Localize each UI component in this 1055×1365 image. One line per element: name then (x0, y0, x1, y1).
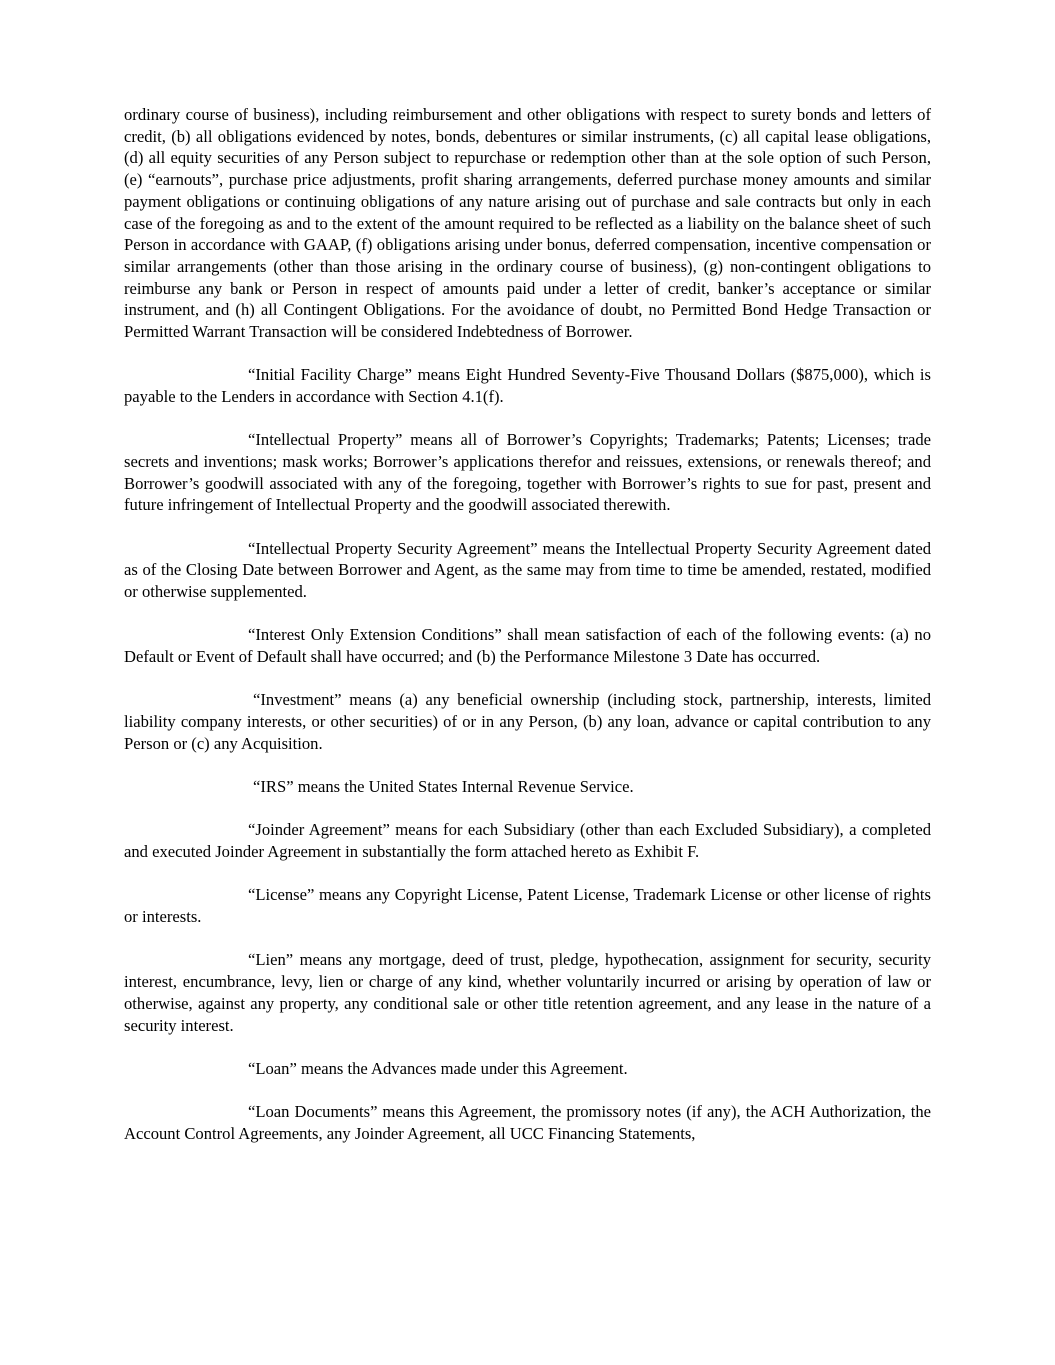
document-page (124, 104, 931, 1145)
paragraph-irs: “IRS” means the United States Internal Revenue Service. (253, 777, 634, 797)
paragraph-ip-security-agreement: “Intellectual Property Security Agreement” means the Intellectual Property Security Agreement dated as of the Closing Date between Borrower and Agent, as the same may from time to time be amended, restated, modified or otherwise supplemented. (124, 538, 931, 602)
paragraph-intellectual-property: “Intellectual Property” means all of Borrower’s Copyrights; Trademarks; Patents; Licenses; trade secrets and inventions; mask works; Borrower’s applications therefor and reissues, extensions, or renewals thereof; and Borrower’s goodwill associated with any of the foregoing, together with Borrower’s rights to sue for past, present and future infringement of Intellectual Property and the goodwill associated therewith. (124, 430, 931, 515)
paragraph-initial-facility-charge: “Initial Facility Charge” means Eight Hundred Seventy-Five Thousand Dollars ($875,000), which is payable to the Lenders in accordance with Section 4.1(f). (124, 365, 931, 407)
paragraph-license: “License” means any Copyright License, Patent License, Trademark License or other license of rights or interests. (124, 885, 931, 927)
paragraph-loan-documents: “Loan Documents” means this Agreement, the promissory notes (if any), the ACH Authorization, the Account Control Agreements, any Joinder Agreement, all UCC Financing Statements, (124, 1102, 931, 1143)
paragraph-indebtedness-continued: ordinary course of business), including reimbursement and other obligations with respect to surety bonds and letters of credit, (b) all obligations evidenced by notes, bonds, debentures or similar instruments, (c) all capital lease obligations, (d) all equity securities of any Person subject to repurchase or redemption other than at the sole option of such Person, (e) “earnouts”, purchase price adjustments, profit sharing arrangements, deferred purchase money amounts and similar payment obligations or continuing obligations of any nature arising out of purchase and sale contracts but only in each case of the foregoing as and to the extent of the amount required to be reflected as a liability on the balance sheet of such Person in accordance with GAAP, (f) obligations arising under bonus, deferred compensation, incentive compensation or similar arrangements (other than those arising in the ordinary course of business), (g) non-contingent obligations to reimburse any bank or Person in respect of amounts paid under a letter of credit, banker’s acceptance or similar instrument, and (h) all Contingent Obligations. For the avoidance of doubt, no Permitted Bond Hedge Transaction or Permitted Warrant Transaction will be considered Indebtedness of Borrower. (124, 105, 931, 342)
paragraph-investment: “Investment” means (a) any beneficial ownership (including stock, partnership, interests, limited liability company interests, or other securities) of or in any Person, (b) any loan, advance or capital contribution to any Person or (c) any Acquisition. (124, 690, 931, 753)
paragraph-loan: “Loan” means the Advances made under this Agreement. (248, 1058, 628, 1078)
paragraph-joinder-agreement: “Joinder Agreement” means for each Subsidiary (other than each Excluded Subsidiary), a completed and executed Joinder Agreement in substantially the form attached hereto as Exhibit F. (124, 820, 931, 862)
paragraph-interest-only-extension: “Interest Only Extension Conditions” shall mean satisfaction of each of the following events: (a) no Default or Event of Default shall have occurred; and (b) the Performance Milestone 3 Date has occurred. (124, 625, 931, 667)
paragraph-lien: “Lien” means any mortgage, deed of trust, pledge, hypothecation, assignment for security, security interest, encumbrance, levy, lien or charge of any kind, whether voluntarily incurred or arising by operation of law or otherwise, against any property, any conditional sale or other title retention agreement, and any lease in the nature of a security interest. (124, 950, 931, 1035)
